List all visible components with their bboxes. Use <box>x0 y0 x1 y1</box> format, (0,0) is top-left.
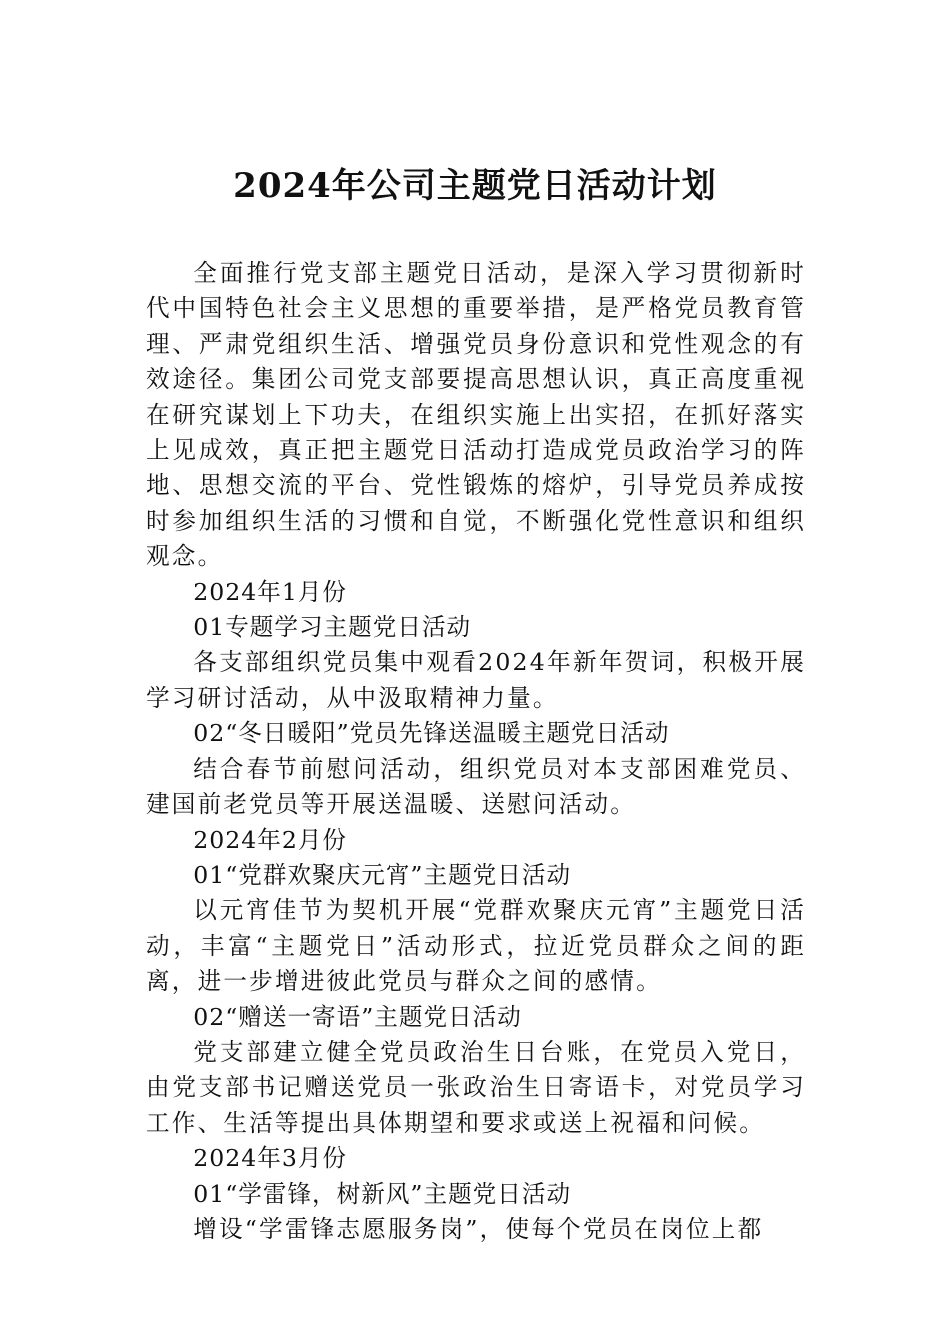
activity-description: 增设“学雷锋志愿服务岗”，使每个党员在岗位上都 <box>193 1214 764 1243</box>
month-heading-march: 2024年3月份 <box>193 1144 348 1173</box>
month-heading-february: 2024年2月份 <box>193 825 348 854</box>
document-title: 2024年公司主题党日活动计划 <box>233 166 717 206</box>
activity-description: 以元宵佳节为契机开展“党群欢聚庆元宵”主题党日活动，丰富“主题党日”活动形式，拉近党员群众之间的距离，进一步增进彼此党员与群众之间的感情。 <box>146 896 806 996</box>
activity-title: 01“学雷锋，树新风”主题党日活动 <box>193 1179 572 1208</box>
activity-description: 结合春节前慰问活动，组织党员对本支部困难党员、建国前老党员等开展送温暖、送慰问活动。 <box>146 754 806 819</box>
activity-description: 党支部建立健全党员政治生日台账，在党员入党日，由党支部书记赠送党员一张政治生日寄语卡，对党员学习工作、生活等提出具体期望和要求或送上祝福和问候。 <box>146 1037 806 1137</box>
month-heading-january: 2024年1月份 <box>193 577 348 606</box>
activity-title: 01专题学习主题党日活动 <box>193 613 472 642</box>
intro-paragraph: 全面推行党支部主题党日活动，是深入学习贯彻新时代中国特色社会主义思想的重要举措，是严格党员教育管理、严肃党组织生活、增强党员身份意识和党性观念的有效途径。集团公司党支部要提高思想认识，真正高度重视在研究谋划上下功夫，在组织实施上出实招，在抓好落实上见成效，真正把主题党日活动打造成党员政治学习的阵地、思想交流的平台、党性锻炼的熔炉，引导党员养成按时参加组织生活的习惯和自觉，不断强化党性意识和组织观念。 <box>146 259 806 571</box>
activity-title: 01“党群欢聚庆元宵”主题党日活动 <box>193 860 572 889</box>
document-body <box>146 256 806 1247</box>
activity-title: 02“赠送一寄语”主题党日活动 <box>193 1002 522 1031</box>
activity-description: 各支部组织党员集中观看2024年新年贺词，积极开展学习研讨活动，从中汲取精神力量。 <box>146 648 806 712</box>
activity-title: 02“冬日暖阳”党员先锋送温暖主题党日活动 <box>193 719 670 748</box>
